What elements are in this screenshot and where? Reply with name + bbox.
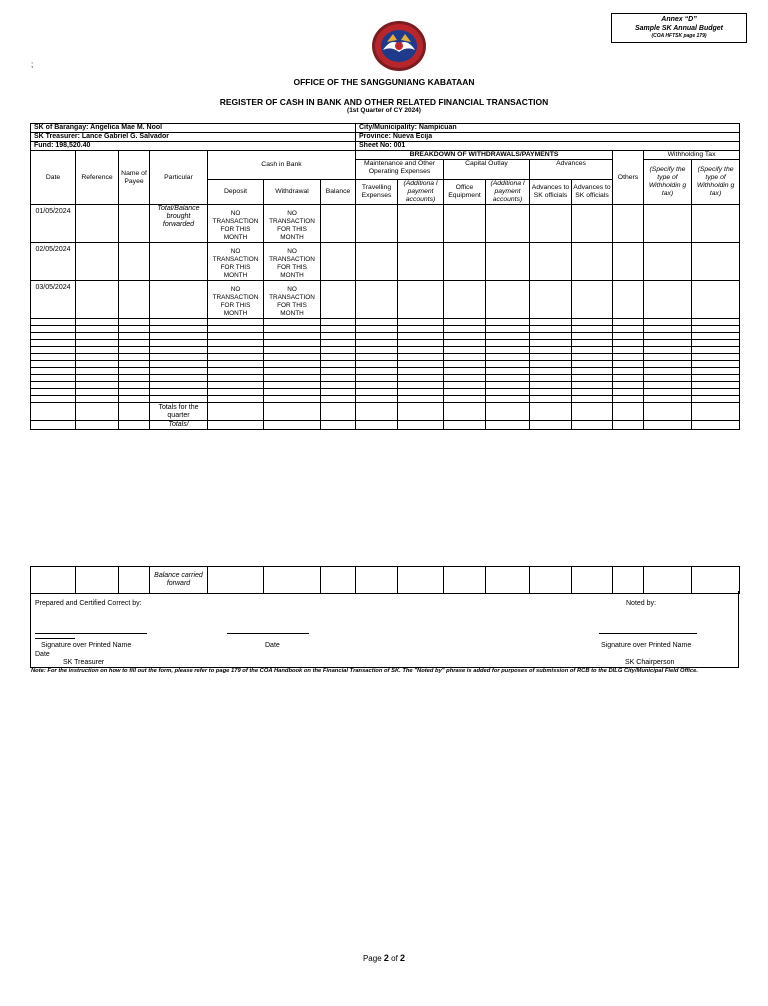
col-particular: Particular [150,151,208,205]
col-cash-in-bank: Cash in Bank [208,151,356,180]
signature-section [30,591,739,668]
barangay-field: SK of Barangay: Angelica Mae M. Nool [31,124,356,133]
chair-title: SK Chairperson [625,659,675,666]
sk-seal-logo [371,20,427,72]
row-deposit: NO TRANSACTION FOR THIS MONTH [208,281,264,319]
col-others: Others [613,151,644,205]
col-adv-1: Advances to SK officials [530,180,572,205]
date-label: Date [265,642,280,649]
annex-box [611,13,747,43]
quarter-totals-label: Totals for the quarter [150,403,208,421]
sheet-field: Sheet No: 001 [356,142,740,151]
treasurer-signature-label: Signature over Printed Name [41,642,132,649]
row-date: 03/05/2024 [31,281,76,319]
carried-forward-table [30,566,740,594]
of-word: of [391,954,398,963]
row-withdrawal: NO TRANSACTION FOR THIS MONTH [264,281,321,319]
balance-carried-label: Balance carried forward [150,567,208,594]
col-deposit: Deposit [208,180,264,205]
table-row [31,281,740,319]
totals-label: Totals/ [150,421,208,430]
treasurer-signature-line [35,633,147,634]
city-field: City/Municipality: Nampicuan [356,124,740,133]
col-adv-2: Advances to SK officials [572,180,613,205]
col-withholding-1: (Specify the type of Withholdin g tax) [644,160,692,205]
col-date: Date [31,151,76,205]
chair-signature-label: Signature over Printed Name [601,642,692,649]
row-deposit: NO TRANSACTION FOR THIS MONTH [208,243,264,281]
row-withdrawal: NO TRANSACTION FOR THIS MONTH [264,243,321,281]
treasurer-date-label: Date [35,651,50,658]
row-withdrawal: NO TRANSACTION FOR THIS MONTH [264,205,321,243]
province-field: Province: Nueva Ecija [356,133,740,142]
quarter-subtitle: (1st Quarter of CY 2024) [347,107,421,114]
col-withdrawal: Withdrawal [264,180,321,205]
page-number: 2 [383,953,389,963]
row-deposit: NO TRANSACTION FOR THIS MONTH [208,205,264,243]
col-reference: Reference [76,151,119,205]
row-particular: Total/Balance brought forwarded [150,205,208,243]
treasurer-title: SK Treasurer [63,659,105,666]
col-payee: Name of Payee [119,151,150,205]
page-footer [0,953,768,963]
chair-signature-line [599,633,697,634]
quarter-totals-row [31,403,740,421]
col-balance: Balance [321,180,356,205]
col-withholding-2: (Specify the type of Withholdin g tax) [692,160,740,205]
treasurer-short-line [35,638,75,639]
col-capital-outlay: Capital Outlay [444,160,530,180]
page-total: 2 [400,953,406,963]
page-word: Page [362,954,382,963]
col-travelling: Travelling Expenses [356,180,398,205]
col-additional-2: (Additiona l payment accounts) [486,180,530,205]
annex-reference: (COA HFTSK page 179) [651,33,707,39]
table-row [31,243,740,281]
fund-field: Fund: 198,520.40 [31,142,356,151]
col-breakdown: BREAKDOWN OF WITHDRAWALS/PAYMENTS [356,151,613,160]
office-title: OFFICE OF THE SANGGUNIANG KABATAAN [293,77,475,87]
col-withholding: Withholding Tax [644,151,740,160]
treasurer-field: SK Treasurer: Lance Gabriel G. Salvador [31,133,356,142]
date-signature-line [227,633,309,634]
stray-mark: ; [31,60,34,69]
noted-by-label: Noted by: [626,600,656,607]
col-mooe: Maintenance and Other Operating Expenses [356,160,444,180]
row-date: 02/05/2024 [31,243,76,281]
register-title: REGISTER OF CASH IN BANK AND OTHER RELATED FINANCIAL TRANSACTION [219,97,549,107]
table-row [31,205,740,243]
annex-subtitle: Sample SK Annual Budget [634,25,724,32]
col-office-equipment: Office Equipment [444,180,486,205]
annex-label: Annex “D” [661,16,697,23]
row-date: 01/05/2024 [31,205,76,243]
prepared-by-label: Prepared and Certified Correct by: [35,600,142,607]
instruction-note: Note: For the instruction on how to fill out the form, please refer to page 179 of the COA Handbook on the Financial Transaction of SK. The "Noted by" phrase is added for purposes of submission of RCB to the DILG City/Municipal Field Office. [31,668,698,674]
register-table [30,123,740,430]
totals-row [31,421,740,430]
col-additional-1: (Additiona l payment accounts) [398,180,444,205]
col-advances: Advances [530,160,613,180]
